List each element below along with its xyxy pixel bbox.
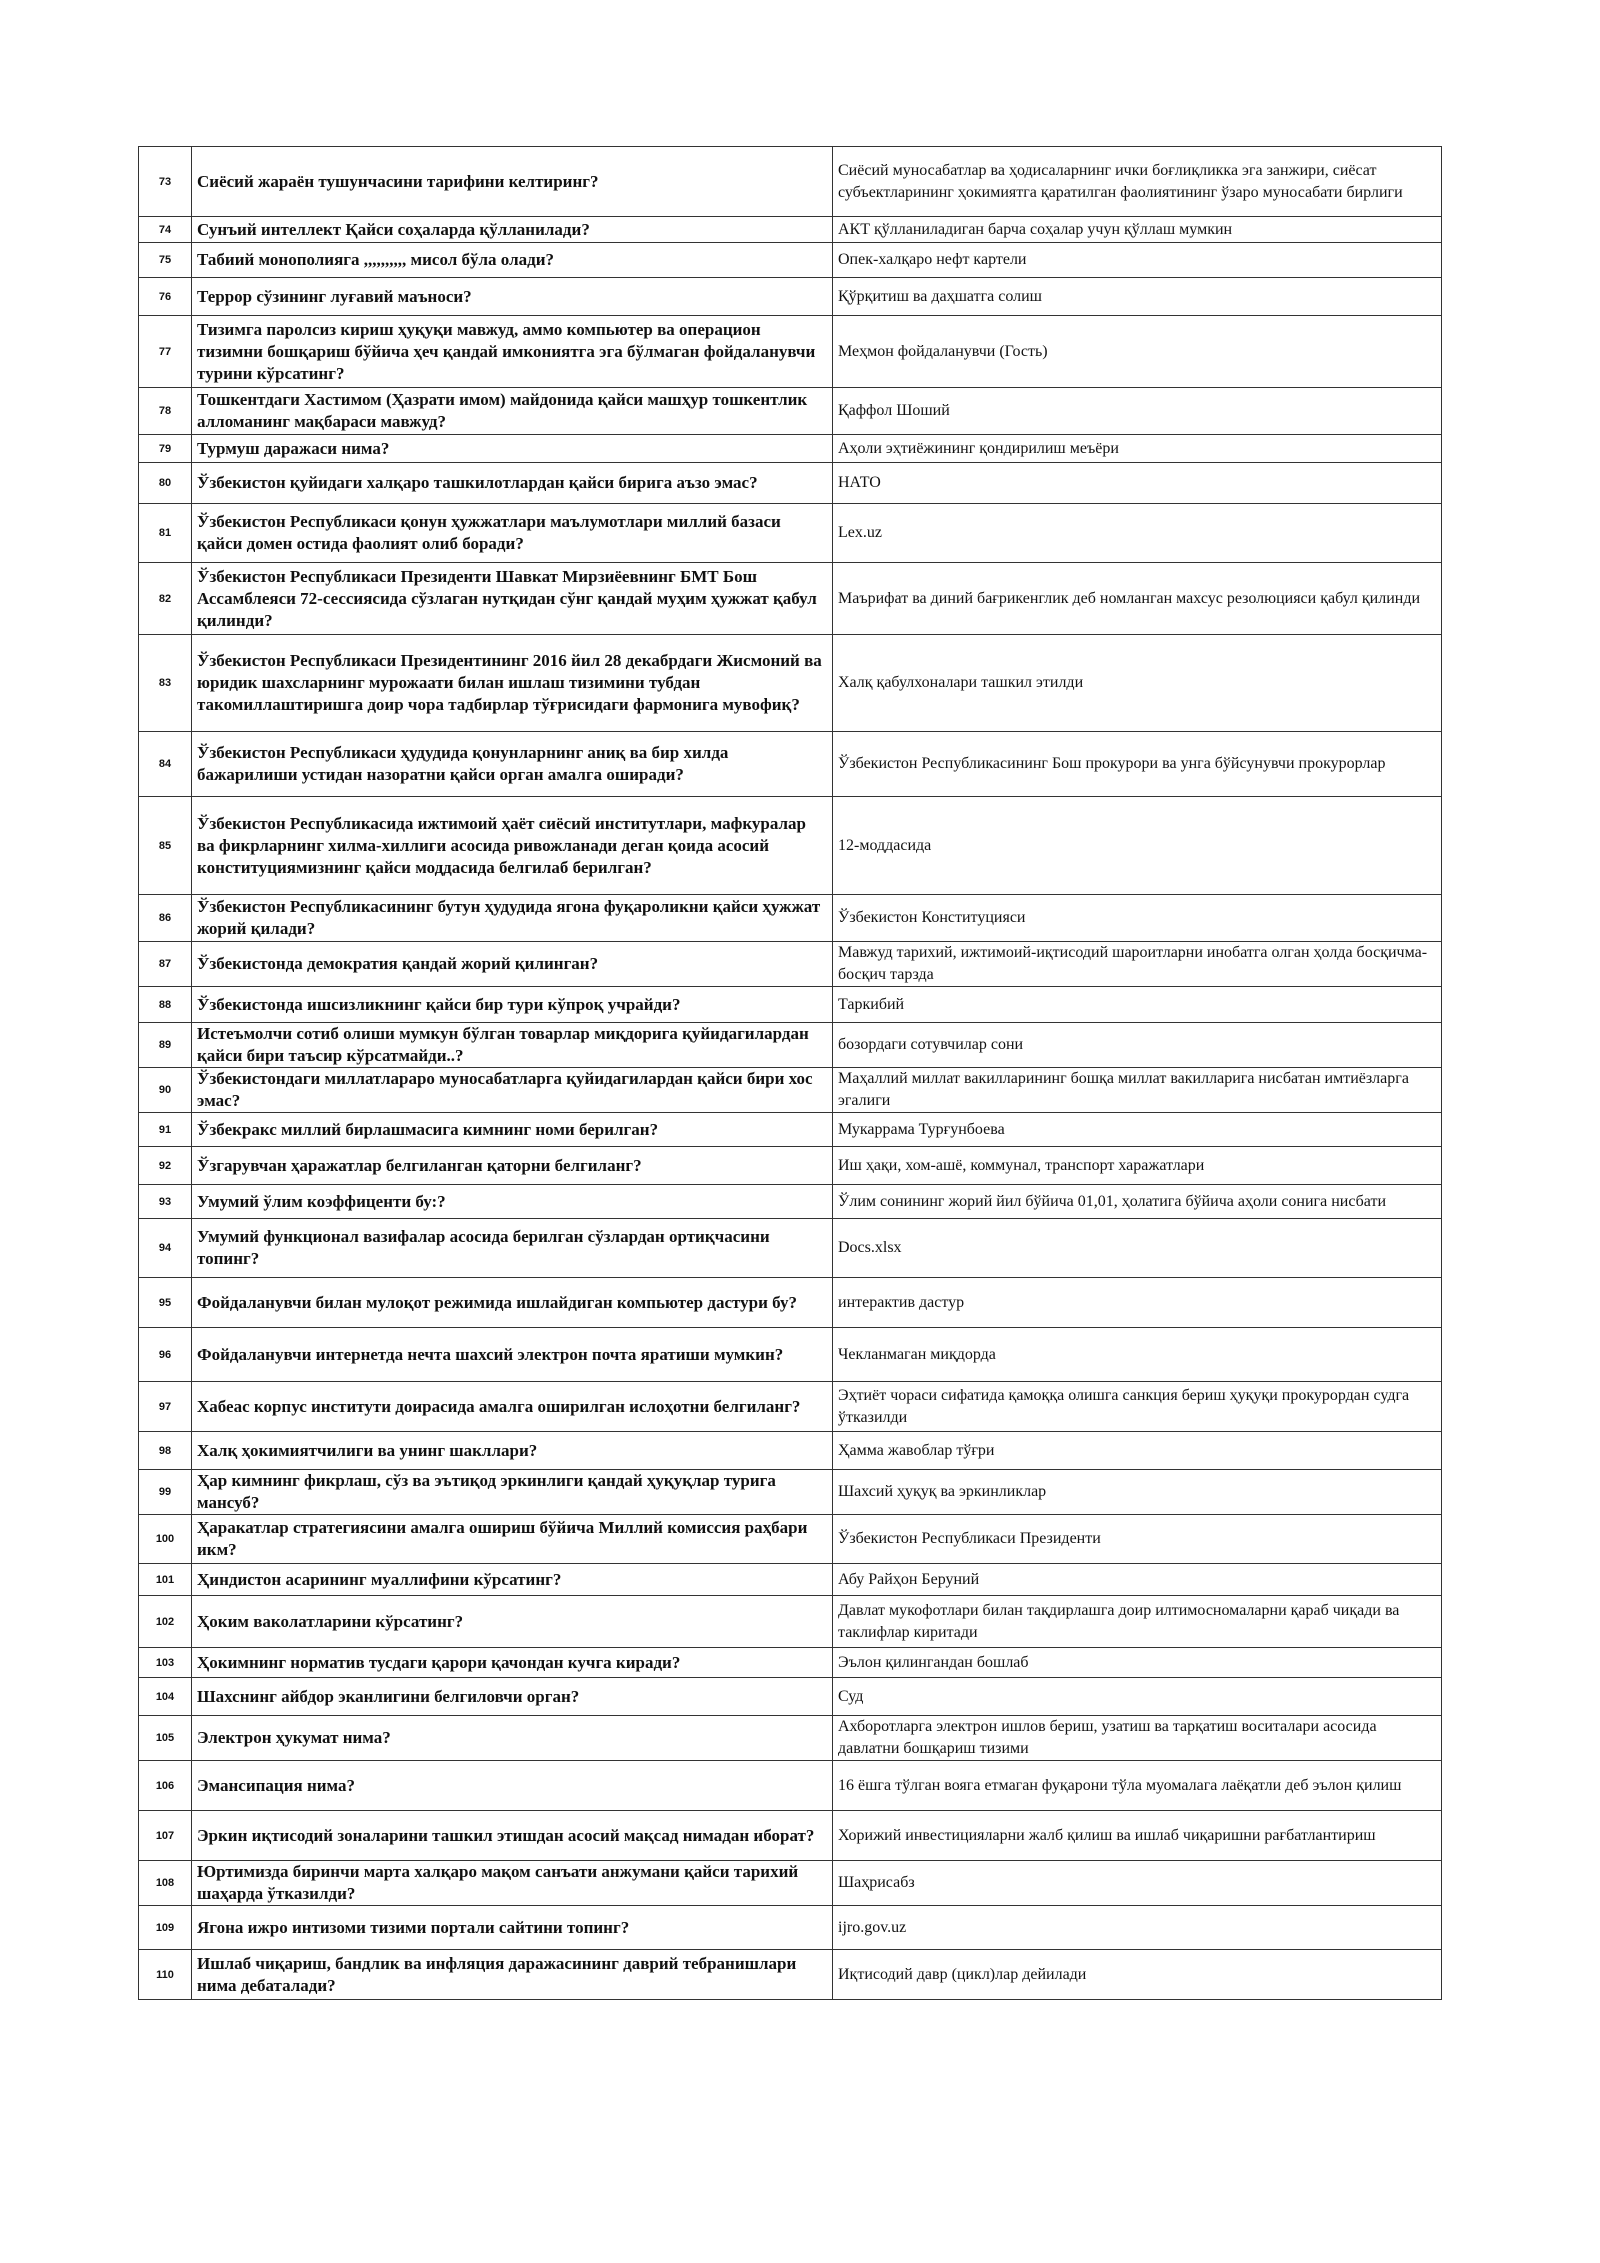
answer-text: Ўлим сонининг жорий йил бўйича 01,01, ҳолатига бўйича аҳоли сонига нисбати: [833, 1185, 1442, 1219]
question-number: 102: [139, 1596, 192, 1648]
answer-text: Қаффол Шоший: [833, 388, 1442, 435]
table-row: [139, 635, 1442, 732]
answer-text: Эълон қилингандан бошлаб: [833, 1648, 1442, 1678]
table-row: [139, 987, 1442, 1023]
table-row: [139, 1113, 1442, 1147]
question-text: Шахснинг айбдор эканлигини белгиловчи орган?: [192, 1678, 833, 1716]
table-row: [139, 1861, 1442, 1906]
answer-text: Таркибий: [833, 987, 1442, 1023]
question-number: 83: [139, 635, 192, 732]
table-row: [139, 388, 1442, 435]
table-row: [139, 1147, 1442, 1185]
question-number: 87: [139, 942, 192, 987]
question-number: 76: [139, 278, 192, 316]
answer-text: Опек-халқаро нефт картели: [833, 243, 1442, 278]
question-text: Умумий ўлим коэффиценти бу:?: [192, 1185, 833, 1219]
question-text: Электрон ҳукумат нима?: [192, 1716, 833, 1761]
table-row: [139, 243, 1442, 278]
question-number: 94: [139, 1219, 192, 1278]
question-number: 84: [139, 732, 192, 797]
question-number: 78: [139, 388, 192, 435]
question-number: 79: [139, 435, 192, 463]
answer-text: Давлат мукофотлари билан тақдирлашга доир илтимосномаларни қараб чиқади ва таклифлар киритади: [833, 1596, 1442, 1648]
answer-text: Қўрқитиш ва даҳшатга солиш: [833, 278, 1442, 316]
question-text: Ўзбекистондаги миллатлараро муносабатларга қуйидагилардан қайси бири хос эмас?: [192, 1068, 833, 1113]
question-number: 85: [139, 797, 192, 895]
table-row: [139, 797, 1442, 895]
table-row: [139, 1761, 1442, 1811]
table-row: [139, 1950, 1442, 2000]
table-row: [139, 1811, 1442, 1861]
question-number: 77: [139, 316, 192, 388]
question-text: Ҳоким ваколатларини кўрсатинг?: [192, 1596, 833, 1648]
answer-text: Иш ҳақи, хом-ашё, коммунал, транспорт харажатлари: [833, 1147, 1442, 1185]
table-row: [139, 463, 1442, 504]
table-row: [139, 1906, 1442, 1950]
qa-table-body: [139, 147, 1442, 2000]
table-row: [139, 732, 1442, 797]
question-text: Ўзбекистон Республикаси Президенти Шавкат Мирзиёевнинг БМТ Бош Ассамблеяси 72-сессиясида сўзлаган нутқидан сўнг қандай муҳим ҳужжат қабул қилинди?: [192, 563, 833, 635]
answer-text: Меҳмон фойдаланувчи (Гость): [833, 316, 1442, 388]
question-text: Ҳиндистон асарининг муаллифини кўрсатинг?: [192, 1564, 833, 1596]
answer-text: АКТ қўлланиладиган барча соҳалар учун қўллаш мумкин: [833, 217, 1442, 243]
question-text: Ҳокимнинг норматив тусдаги қарори қачондан кучга киради?: [192, 1648, 833, 1678]
table-row: [139, 316, 1442, 388]
question-text: Тошкентдаги Хастимом (Ҳазрати имом) майдонида қайси машҳур тошкентлик алломанинг мақбараси мавжуд?: [192, 388, 833, 435]
table-row: [139, 1219, 1442, 1278]
question-text: Ўзбекистон Республикаси қонун ҳужжатлари маълумотлари миллий базаси қайси домен остида фаолият олиб боради?: [192, 504, 833, 563]
answer-text: 12-моддасида: [833, 797, 1442, 895]
question-text: Эмансипация нима?: [192, 1761, 833, 1811]
question-text: Ҳар кимнинг фикрлаш, сўз ва эътиқод эркинлиги қандай ҳуқуқлар турига мансуб?: [192, 1470, 833, 1515]
question-number: 106: [139, 1761, 192, 1811]
question-number: 109: [139, 1906, 192, 1950]
table-row: [139, 1716, 1442, 1761]
question-number: 101: [139, 1564, 192, 1596]
question-text: Ҳаракатлар стратегиясини амалга ошириш бўйича Миллий комиссия раҳбари икм?: [192, 1515, 833, 1564]
question-number: 89: [139, 1023, 192, 1068]
answer-text: Эҳтиёт чораси сифатида қамоққа олишга санкция бериш ҳуқуқи прокурордан судга ўтказилди: [833, 1382, 1442, 1432]
table-row: [139, 147, 1442, 217]
answer-text: 16 ёшга тўлган вояга етмаган фуқарони тўла муомалага лаёқатли деб эълон қилиш: [833, 1761, 1442, 1811]
answer-text: Маърифат ва диний бағрикенглик деб номланган махсус резолюцияси қабул қилинди: [833, 563, 1442, 635]
question-text: Турмуш даражаси нима?: [192, 435, 833, 463]
answer-text: Lex.uz: [833, 504, 1442, 563]
table-row: [139, 217, 1442, 243]
table-row: [139, 1678, 1442, 1716]
table-row: [139, 942, 1442, 987]
question-number: 108: [139, 1861, 192, 1906]
question-number: 107: [139, 1811, 192, 1861]
question-text: Ягона ижро интизоми тизими портали сайтини топинг?: [192, 1906, 833, 1950]
question-number: 91: [139, 1113, 192, 1147]
question-number: 82: [139, 563, 192, 635]
question-number: 97: [139, 1382, 192, 1432]
answer-text: бозордаги сотувчилар сони: [833, 1023, 1442, 1068]
question-text: Сунъий интеллект Қайси соҳаларда қўлланилади?: [192, 217, 833, 243]
table-row: [139, 1470, 1442, 1515]
table-row: [139, 1328, 1442, 1382]
question-number: 73: [139, 147, 192, 217]
answer-text: Ўзбекистон Республикаси Президенти: [833, 1515, 1442, 1564]
question-text: Табиий монополияга ,,,,,,,,,, мисол бўла олади?: [192, 243, 833, 278]
question-number: 90: [139, 1068, 192, 1113]
answer-text: Хорижий инвестицияларни жалб қилиш ва ишлаб чиқаришни рағбатлантириш: [833, 1811, 1442, 1861]
table-row: [139, 278, 1442, 316]
question-number: 92: [139, 1147, 192, 1185]
table-row: [139, 1564, 1442, 1596]
question-text: Ўзбекистонда демократия қандай жорий қилинган?: [192, 942, 833, 987]
table-row: [139, 1068, 1442, 1113]
question-text: Террор сўзининг луғавий маъноси?: [192, 278, 833, 316]
question-text: Ўзбекистон Республикаси Президентининг 2016 йил 28 декабрдаги Жисмоний ва юридик шахсларнинг мурожаати билан ишлаш тизимини тубдан такомиллаштиришга доир чора тадбирлар тўғрисидаги фармонига мувофиқ?: [192, 635, 833, 732]
table-row: [139, 1023, 1442, 1068]
table-row: [139, 435, 1442, 463]
answer-text: Суд: [833, 1678, 1442, 1716]
answer-text: Халқ қабулхоналари ташкил этилди: [833, 635, 1442, 732]
question-text: Истеъмолчи сотиб олиши мумкун бўлган товарлар миқдорига қуйидагилардан қайси бири таъсир кўрсатмайди..?: [192, 1023, 833, 1068]
question-number: 98: [139, 1432, 192, 1470]
question-number: 88: [139, 987, 192, 1023]
table-row: [139, 1278, 1442, 1328]
question-text: Эркин иқтисодий зоналарини ташкил этишдан асосий мақсад нимадан иборат?: [192, 1811, 833, 1861]
question-text: Ўзбекистон қуйидаги халқаро ташкилотлардан қайси бирига аъзо эмас?: [192, 463, 833, 504]
question-text: Халқ ҳокимиятчилиги ва унинг шакллари?: [192, 1432, 833, 1470]
answer-text: Мукаррама Турғунбоева: [833, 1113, 1442, 1147]
table-row: [139, 1648, 1442, 1678]
question-text: Ўзгарувчан ҳаражатлар белгиланган қаторни белгиланг?: [192, 1147, 833, 1185]
table-row: [139, 563, 1442, 635]
question-number: 100: [139, 1515, 192, 1564]
answer-text: ijro.gov.uz: [833, 1906, 1442, 1950]
answer-text: Иқтисодий давр (цикл)лар дейилади: [833, 1950, 1442, 2000]
answer-text: Шахсий ҳуқуқ ва эркинликлар: [833, 1470, 1442, 1515]
answer-text: интерактив дастур: [833, 1278, 1442, 1328]
table-row: [139, 1382, 1442, 1432]
answer-text: Ўзбекистон Республикасининг Бош прокурори ва унга бўйсунувчи прокурорлар: [833, 732, 1442, 797]
table-row: [139, 1432, 1442, 1470]
question-number: 105: [139, 1716, 192, 1761]
table-row: [139, 1596, 1442, 1648]
question-number: 104: [139, 1678, 192, 1716]
table-row: [139, 1515, 1442, 1564]
answer-text: Ахборотларга электрон ишлов бериш, узатиш ва тарқатиш воситалари асосида давлатни бошқариш тизими: [833, 1716, 1442, 1761]
question-number: 96: [139, 1328, 192, 1382]
qa-table: [138, 146, 1442, 2000]
question-text: Хабеас корпус институти доирасида амалга оширилган ислоҳотни белгиланг?: [192, 1382, 833, 1432]
question-text: Сиёсий жараён тушунчасини тарифини келтиринг?: [192, 147, 833, 217]
question-number: 95: [139, 1278, 192, 1328]
question-text: Тизимга паролсиз кириш ҳуқуқи мавжуд, аммо компьютер ва операцион тизимни бошқариш бўйича ҳеч қандай имкониятга эга бўлмаган фойдаланувчи турини кўрсатинг?: [192, 316, 833, 388]
question-text: Ўзбекистонда ишсизликнинг қайси бир тури кўпроқ учрайди?: [192, 987, 833, 1023]
answer-text: Аҳоли эҳтиёжининг қондирилиш меъёри: [833, 435, 1442, 463]
answer-text: НАТО: [833, 463, 1442, 504]
table-row: [139, 1185, 1442, 1219]
question-text: Юртимизда биринчи марта халқаро мақом санъати анжумани қайси тарихий шаҳарда ўтказилди?: [192, 1861, 833, 1906]
answer-text: Маҳаллий миллат вакилларининг бошқа миллат вакилларига нисбатан имтиёзларга эгалиги: [833, 1068, 1442, 1113]
question-text: Умумий функционал вазифалар асосида берилган сўзлардан ортиқчасини топинг?: [192, 1219, 833, 1278]
answer-text: Чекланмаган миқдорда: [833, 1328, 1442, 1382]
question-text: Ўзбекистон Республикасининг бутун ҳудудида ягона фуқароликни қайси ҳужжат жорий қилади?: [192, 895, 833, 942]
question-number: 93: [139, 1185, 192, 1219]
question-number: 81: [139, 504, 192, 563]
question-text: Ўзбекистон Республикаси ҳудудида қонунларнинг аниқ ва бир хилда бажарилиши устидан назоратни қайси орган амалга оширади?: [192, 732, 833, 797]
question-text: Ўзбекистон Республикасида ижтимоий ҳаёт сиёсий институтлари, мафкуралар ва фикрларнинг хилма-хиллиги асосида ривожланади деган қоида асосий конституциямизнинг қайси моддасида белгилаб берилган?: [192, 797, 833, 895]
question-number: 99: [139, 1470, 192, 1515]
question-number: 110: [139, 1950, 192, 2000]
answer-text: Мавжуд тарихий, ижтимоий-иқтисодий шароитларни инобатга олган ҳолда босқичма-босқич тарзда: [833, 942, 1442, 987]
answer-text: Ҳамма жавоблар тўғри: [833, 1432, 1442, 1470]
question-text: Ишлаб чиқариш, бандлик ва инфляция даражасининг даврий тебранишлари нима дебаталади?: [192, 1950, 833, 2000]
table-row: [139, 504, 1442, 563]
table-row: [139, 895, 1442, 942]
answer-text: Шаҳрисабз: [833, 1861, 1442, 1906]
question-text: Ўзбекракс миллий бирлашмасига кимнинг номи берилган?: [192, 1113, 833, 1147]
answer-text: Docs.xlsx: [833, 1219, 1442, 1278]
question-text: Фойдаланувчи интернетда нечта шахсий электрон почта яратиши мумкин?: [192, 1328, 833, 1382]
question-number: 74: [139, 217, 192, 243]
answer-text: Абу Райҳон Беруний: [833, 1564, 1442, 1596]
answer-text: Ўзбекистон Конституцияси: [833, 895, 1442, 942]
question-number: 80: [139, 463, 192, 504]
question-number: 75: [139, 243, 192, 278]
question-text: Фойдаланувчи билан мулоқот режимида ишлайдиган компьютер дастури бу?: [192, 1278, 833, 1328]
question-number: 103: [139, 1648, 192, 1678]
answer-text: Сиёсий муносабатлар ва ҳодисаларнинг ички боғлиқликка эга занжири, сиёсат субъектларининг ҳокимиятга қаратилган фаолиятининг ўзаро муносабати бирлиги: [833, 147, 1442, 217]
question-number: 86: [139, 895, 192, 942]
